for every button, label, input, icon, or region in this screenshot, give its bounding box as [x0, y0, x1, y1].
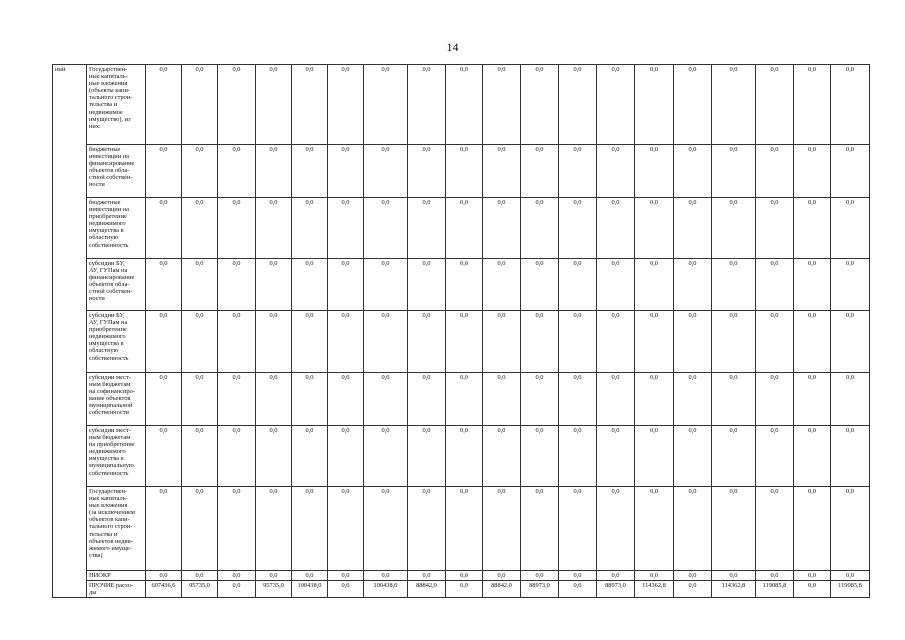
value-cell: 0,0 — [794, 426, 831, 487]
value-cell: 0,0 — [256, 373, 292, 426]
value-cell: 88842,0 — [408, 581, 446, 598]
value-cell: 0,0 — [146, 426, 182, 487]
value-cell: 0,0 — [364, 259, 408, 311]
value-cell: 0,0 — [446, 581, 483, 598]
row-label: субсидии БУ, АУ, ГУПам на финансирование объектов обла- стной собствен- ности — [87, 259, 146, 311]
value-cell: 0,0 — [483, 426, 521, 487]
value-cell: 0,0 — [328, 145, 364, 198]
value-cell: 0,0 — [483, 487, 521, 571]
value-cell: 0,0 — [712, 373, 756, 426]
first-column-cell: ний — [53, 65, 87, 598]
value-cell: 0,0 — [146, 259, 182, 311]
value-cell: 0,0 — [597, 198, 635, 259]
value-cell: 0,0 — [756, 487, 794, 571]
value-cell: 0,0 — [756, 145, 794, 198]
value-cell: 0,0 — [712, 571, 756, 581]
value-cell: 0,0 — [446, 373, 483, 426]
value-cell: 0,0 — [559, 373, 597, 426]
value-cell: 0,0 — [794, 311, 831, 373]
value-cell: 0,0 — [712, 426, 756, 487]
row-label: субсидии мест- ным бюджетам на приобретение недвижимого имущества в муниципальную собственность — [87, 426, 146, 487]
value-cell: 0,0 — [756, 426, 794, 487]
value-cell: 95735,0 — [256, 581, 292, 598]
value-cell: 0,0 — [446, 571, 483, 581]
value-cell: 0,0 — [182, 145, 218, 198]
value-cell: 0,0 — [446, 198, 483, 259]
value-cell: 0,0 — [256, 259, 292, 311]
value-cell: 0,0 — [635, 198, 674, 259]
value-cell: 0,0 — [146, 311, 182, 373]
value-cell: 0,0 — [446, 311, 483, 373]
value-cell: 0,0 — [794, 373, 831, 426]
value-cell: 0,0 — [674, 571, 712, 581]
value-cell: 0,0 — [483, 311, 521, 373]
budget-table — [52, 64, 870, 598]
value-cell: 0,0 — [794, 571, 831, 581]
value-cell: 0,0 — [256, 571, 292, 581]
value-cell: 0,0 — [712, 145, 756, 198]
value-cell: 0,0 — [794, 487, 831, 571]
value-cell: 0,0 — [712, 198, 756, 259]
value-cell: 0,0 — [712, 65, 756, 145]
value-cell: 0,0 — [635, 311, 674, 373]
value-cell: 0,0 — [292, 571, 328, 581]
value-cell: 0,0 — [559, 581, 597, 598]
value-cell: 0,0 — [756, 259, 794, 311]
value-cell: 0,0 — [559, 487, 597, 571]
value-cell: 0,0 — [292, 487, 328, 571]
value-cell: 0,0 — [408, 145, 446, 198]
value-cell: 0,0 — [559, 65, 597, 145]
value-cell: 0,0 — [408, 571, 446, 581]
value-cell: 0,0 — [483, 571, 521, 581]
value-cell: 0,0 — [712, 311, 756, 373]
value-cell: 0,0 — [597, 426, 635, 487]
value-cell: 0,0 — [483, 198, 521, 259]
value-cell: 0,0 — [446, 259, 483, 311]
value-cell: 0,0 — [182, 65, 218, 145]
value-cell: 0,0 — [182, 487, 218, 571]
table-row — [53, 259, 870, 311]
value-cell: 0,0 — [635, 487, 674, 571]
value-cell: 0,0 — [635, 373, 674, 426]
value-cell: 0,0 — [218, 487, 256, 571]
value-cell: 0,0 — [521, 426, 559, 487]
value-cell: 0,0 — [794, 259, 831, 311]
row-label: субсидии БУ, АУ, ГУПам на приобретение недвижимого имущества в областную собственность — [87, 311, 146, 373]
value-cell: 0,0 — [446, 426, 483, 487]
value-cell: 0,0 — [182, 373, 218, 426]
value-cell: 0,0 — [635, 65, 674, 145]
value-cell: 0,0 — [521, 198, 559, 259]
table-row — [53, 198, 870, 259]
value-cell: 100438,0 — [364, 581, 408, 598]
value-cell: 0,0 — [256, 487, 292, 571]
value-cell: 0,0 — [635, 259, 674, 311]
value-cell: 0,0 — [364, 373, 408, 426]
value-cell: 0,0 — [559, 259, 597, 311]
value-cell: 0,0 — [408, 198, 446, 259]
value-cell: 0,0 — [559, 571, 597, 581]
value-cell: 0,0 — [328, 487, 364, 571]
value-cell: 0,0 — [292, 65, 328, 145]
row-label: субсидии мест- ным бюджетам на софинансиро- вание объектов муниципальной собственности — [87, 373, 146, 426]
value-cell: 0,0 — [831, 259, 870, 311]
value-cell: 0,0 — [635, 571, 674, 581]
value-cell: 0,0 — [674, 487, 712, 571]
value-cell: 0,0 — [756, 571, 794, 581]
value-cell: 0,0 — [328, 65, 364, 145]
value-cell: 0,0 — [559, 198, 597, 259]
value-cell: 0,0 — [256, 198, 292, 259]
value-cell: 0,0 — [328, 311, 364, 373]
value-cell: 0,0 — [831, 198, 870, 259]
value-cell: 0,0 — [328, 426, 364, 487]
value-cell: 0,0 — [831, 426, 870, 487]
value-cell: 0,0 — [218, 426, 256, 487]
value-cell: 0,0 — [674, 581, 712, 598]
table-row — [53, 373, 870, 426]
value-cell: 0,0 — [292, 259, 328, 311]
value-cell: 0,0 — [364, 198, 408, 259]
value-cell: 0,0 — [446, 487, 483, 571]
value-cell: 0,0 — [674, 198, 712, 259]
value-cell: 0,0 — [292, 145, 328, 198]
row-label: бюджетные инвестиции на приобретение недвижимого имущества в областную собственность — [87, 198, 146, 259]
row-label: НИОКР — [87, 571, 146, 581]
value-cell: 0,0 — [292, 426, 328, 487]
value-cell: 88973,0 — [521, 581, 559, 598]
value-cell: 0,0 — [756, 198, 794, 259]
value-cell: 0,0 — [328, 581, 364, 598]
value-cell: 100438,0 — [292, 581, 328, 598]
value-cell: 0,0 — [364, 487, 408, 571]
value-cell: 0,0 — [408, 426, 446, 487]
value-cell: 0,0 — [597, 259, 635, 311]
value-cell: 0,0 — [256, 65, 292, 145]
value-cell: 0,0 — [292, 373, 328, 426]
value-cell: 0,0 — [182, 311, 218, 373]
value-cell: 0,0 — [521, 145, 559, 198]
value-cell: 0,0 — [597, 145, 635, 198]
value-cell: 0,0 — [831, 65, 870, 145]
value-cell: 0,0 — [597, 571, 635, 581]
value-cell: 0,0 — [328, 571, 364, 581]
value-cell: 0,0 — [182, 571, 218, 581]
value-cell: 0,0 — [794, 198, 831, 259]
value-cell: 0,0 — [146, 571, 182, 581]
table-row — [53, 581, 870, 598]
value-cell: 0,0 — [146, 487, 182, 571]
value-cell: 0,0 — [483, 65, 521, 145]
value-cell: 0,0 — [521, 259, 559, 311]
value-cell: 0,0 — [218, 198, 256, 259]
value-cell: 114362,8 — [712, 581, 756, 598]
value-cell: 0,0 — [597, 487, 635, 571]
value-cell: 0,0 — [635, 426, 674, 487]
value-cell: 0,0 — [218, 571, 256, 581]
table-row — [53, 571, 870, 581]
value-cell: 0,0 — [408, 373, 446, 426]
value-cell: 88842,0 — [483, 581, 521, 598]
value-cell: 0,0 — [408, 65, 446, 145]
value-cell: 0,0 — [483, 145, 521, 198]
value-cell: 0,0 — [446, 145, 483, 198]
value-cell: 0,0 — [831, 311, 870, 373]
value-cell: 0,0 — [218, 373, 256, 426]
value-cell: 0,0 — [794, 145, 831, 198]
table-row — [53, 145, 870, 198]
value-cell: 0,0 — [674, 145, 712, 198]
value-cell: 0,0 — [446, 65, 483, 145]
value-cell: 0,0 — [408, 487, 446, 571]
value-cell: 0,0 — [483, 373, 521, 426]
value-cell: 0,0 — [146, 65, 182, 145]
value-cell: 0,0 — [635, 145, 674, 198]
value-cell: 0,0 — [146, 145, 182, 198]
table-row — [53, 487, 870, 571]
value-cell: 0,0 — [218, 311, 256, 373]
value-cell: 607436,6 — [146, 581, 182, 598]
value-cell: 0,0 — [256, 311, 292, 373]
value-cell: 0,0 — [794, 65, 831, 145]
value-cell: 0,0 — [597, 373, 635, 426]
value-cell: 0,0 — [364, 426, 408, 487]
value-cell: 0,0 — [256, 145, 292, 198]
value-cell: 0,0 — [559, 311, 597, 373]
value-cell: 0,0 — [256, 426, 292, 487]
value-cell: 0,0 — [756, 373, 794, 426]
value-cell: 0,0 — [831, 487, 870, 571]
value-cell: 0,0 — [521, 571, 559, 581]
value-cell: 0,0 — [408, 259, 446, 311]
value-cell: 114362,8 — [635, 581, 674, 598]
value-cell: 0,0 — [328, 259, 364, 311]
value-cell: 0,0 — [218, 259, 256, 311]
value-cell: 0,0 — [521, 311, 559, 373]
value-cell: 119085,8 — [831, 581, 870, 598]
value-cell: 0,0 — [521, 373, 559, 426]
value-cell: 0,0 — [674, 311, 712, 373]
value-cell: 0,0 — [756, 311, 794, 373]
value-cell: 0,0 — [756, 65, 794, 145]
value-cell: 0,0 — [831, 571, 870, 581]
value-cell: 95735,0 — [182, 581, 218, 598]
table-row — [53, 426, 870, 487]
value-cell: 0,0 — [521, 487, 559, 571]
value-cell: 0,0 — [831, 373, 870, 426]
value-cell: 0,0 — [218, 581, 256, 598]
value-cell: 0,0 — [674, 65, 712, 145]
value-cell: 0,0 — [182, 426, 218, 487]
row-label: бюджетные инвестиции на финансирование объектов обла- стной собствен- ности — [87, 145, 146, 198]
value-cell: 0,0 — [218, 145, 256, 198]
value-cell: 0,0 — [712, 259, 756, 311]
table-row — [53, 65, 870, 145]
value-cell: 0,0 — [364, 311, 408, 373]
row-label: Государствен- ные капиталь- ные вложения (за исключением объектов капи- тального строи- тельства и объектов недви- жимого имуще- ства) — [87, 487, 146, 571]
value-cell: 0,0 — [218, 65, 256, 145]
value-cell: 0,0 — [146, 373, 182, 426]
value-cell: 0,0 — [831, 145, 870, 198]
value-cell: 0,0 — [597, 65, 635, 145]
value-cell: 0,0 — [292, 311, 328, 373]
value-cell: 0,0 — [674, 259, 712, 311]
value-cell: 0,0 — [364, 571, 408, 581]
value-cell: 0,0 — [146, 198, 182, 259]
value-cell: 0,0 — [674, 426, 712, 487]
page-number: 14 — [446, 40, 459, 54]
value-cell: 0,0 — [408, 311, 446, 373]
value-cell: 0,0 — [712, 487, 756, 571]
value-cell: 0,0 — [597, 311, 635, 373]
value-cell: 0,0 — [182, 259, 218, 311]
value-cell: 0,0 — [521, 65, 559, 145]
row-label: ПРОЧИЕ расхо- ды — [87, 581, 146, 598]
value-cell: 0,0 — [182, 198, 218, 259]
value-cell: 0,0 — [674, 373, 712, 426]
value-cell: 0,0 — [794, 581, 831, 598]
value-cell: 0,0 — [364, 65, 408, 145]
value-cell: 0,0 — [559, 145, 597, 198]
value-cell: 0,0 — [328, 373, 364, 426]
row-label: Государствен- ные капиталь- ные вложения (объекты капи- тального строи- тельства и недвижимое имущество), из них: — [87, 65, 146, 145]
value-cell: 0,0 — [559, 426, 597, 487]
value-cell: 119085,8 — [756, 581, 794, 598]
value-cell: 88973,0 — [597, 581, 635, 598]
table-row — [53, 311, 870, 373]
value-cell: 0,0 — [364, 145, 408, 198]
value-cell: 0,0 — [292, 198, 328, 259]
value-cell: 0,0 — [483, 259, 521, 311]
value-cell: 0,0 — [328, 198, 364, 259]
